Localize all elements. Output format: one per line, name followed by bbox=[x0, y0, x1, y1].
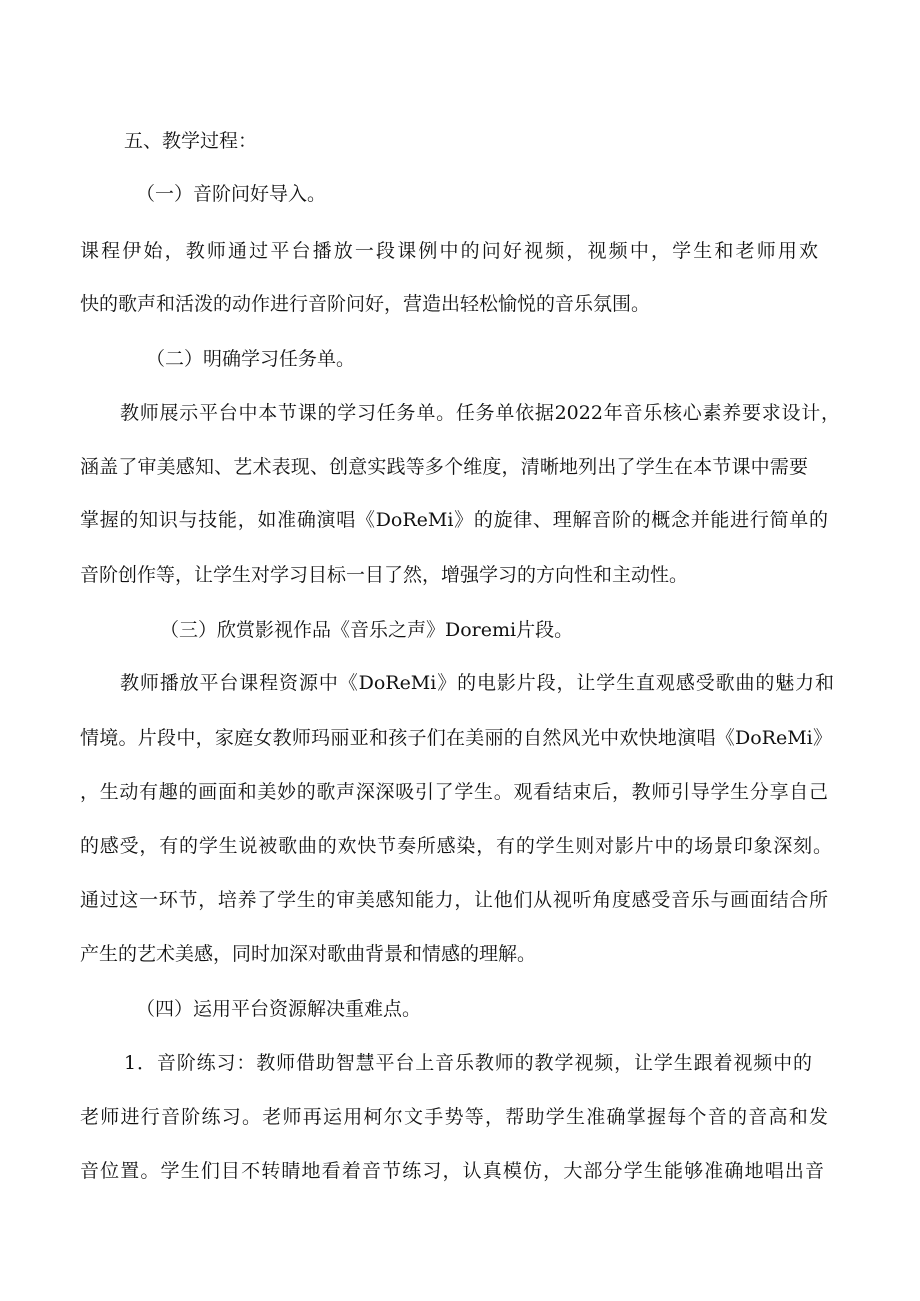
paragraph-line: 音阶创作等，让学生对学习目标一目了然，增强学习的方向性和主动性。 bbox=[80, 564, 689, 586]
section-heading: 五、教学过程： bbox=[124, 130, 258, 152]
paragraph-line: 快的歌声和活泼的动作进行音阶问好，营造出轻松愉悦的音乐氛围。 bbox=[80, 293, 651, 315]
paragraph-line: 音位置。学生们目不转睛地看着音节练习，认真模仿，大部分学生能够准确地唱出音 bbox=[80, 1160, 824, 1182]
subsection-heading: （四）运用平台资源解决重难点。 bbox=[136, 998, 422, 1020]
paragraph-line: 掌握的知识与技能，如准确演唱《DoReMi》的旋律、理解音阶的概念并能进行简单的 bbox=[80, 509, 828, 531]
subsection-heading: （三）欣赏影视作品《音乐之声》Doremi片段。 bbox=[160, 619, 574, 641]
subsection-heading: （二）明确学习任务单。 bbox=[146, 348, 356, 370]
paragraph-line: 产生的艺术美感，同时加深对歌曲背景和情感的理解。 bbox=[80, 943, 537, 965]
paragraph-line: 的感受，有的学生说被歌曲的欢快节奏所感染，有的学生则对影片中的场景印象深刻。 bbox=[80, 835, 832, 857]
paragraph-line: 通过这一环节，培养了学生的审美感知能力，让他们从视听角度感受音乐与画面结合所 bbox=[80, 889, 828, 911]
paragraph-line: 涵盖了审美感知、艺术表现、创意实践等多个维度，清晰地列出了学生在本节课中需要 bbox=[80, 456, 808, 478]
paragraph-line: 老师进行音阶练习。老师再运用柯尔文手势等，帮助学生准确掌握每个音的音高和发 bbox=[80, 1106, 828, 1128]
paragraph-line: 教师播放平台课程资源中《DoReMi》的电影片段，让学生直观感受歌曲的魅力和 bbox=[120, 672, 834, 694]
subsection-heading: （一）音阶问好导入。 bbox=[136, 183, 327, 205]
paragraph-line: 课程伊始，教师通过平台播放一段课例中的问好视频，视频中，学生和老师用欢 bbox=[80, 240, 818, 262]
paragraph-line: ，生动有趣的画面和美妙的歌声深深吸引了学生。观看结束后，教师引导学生分享自己 bbox=[80, 781, 828, 803]
paragraph-line: 情境。片段中，家庭女教师玛丽亚和孩子们在美丽的自然风光中欢快地演唱《DoReMi》 bbox=[80, 727, 832, 749]
paragraph-line: 1．音阶练习：教师借助智慧平台上音乐教师的教学视频，让学生跟着视频中的 bbox=[124, 1052, 812, 1074]
paragraph-line: 教师展示平台中本节课的学习任务单。任务单依据2022年音乐核心素养要求设计， bbox=[120, 402, 840, 424]
